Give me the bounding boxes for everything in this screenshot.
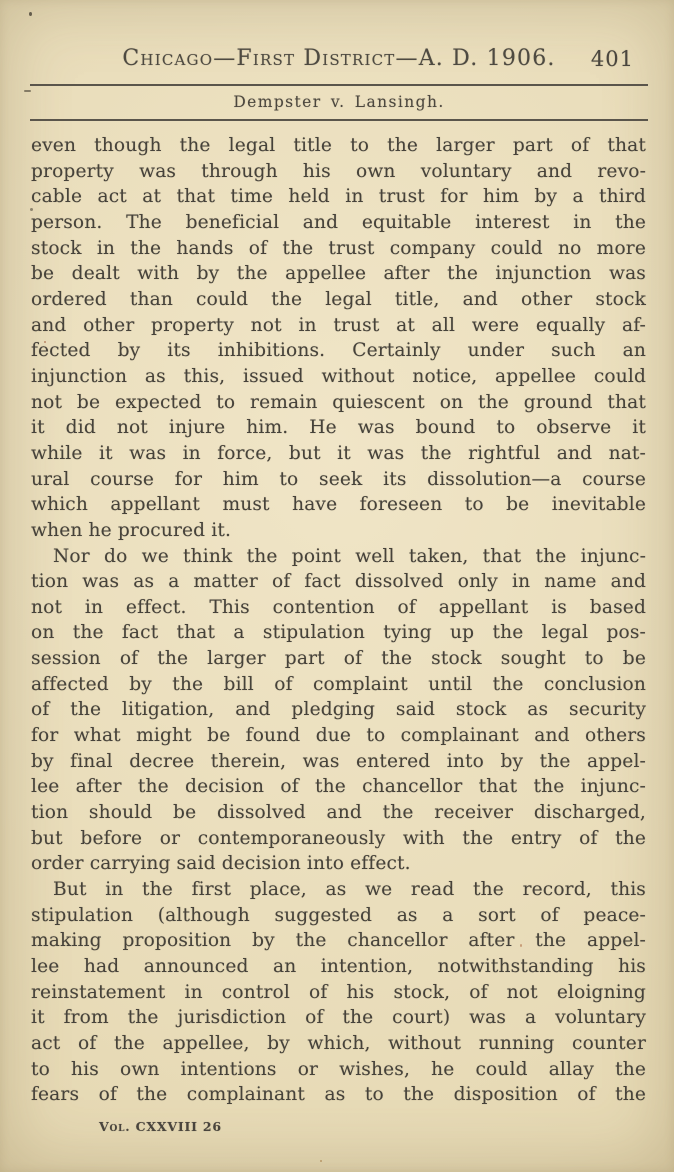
body-text — [31, 133, 646, 1108]
text-line: on the fact that a stipulation tying up the legal pos- — [31, 622, 646, 644]
paper-speck — [320, 1160, 322, 1162]
text-line: ordered than could the legal title, and other stock — [31, 288, 646, 310]
text-line: cable act at that time held in trust for him by a third — [31, 186, 646, 208]
text-line: Nor do we think the point well taken, that the injunc- — [53, 545, 646, 567]
text-line: making proposition by the chancellor after the appel- — [31, 930, 646, 952]
paragraph — [31, 133, 646, 544]
text-line: to his own intentions or wishes, he could allay the — [31, 1058, 646, 1080]
paper-speck — [24, 90, 31, 92]
text-line: fears of the complainant as to the disposition of the — [31, 1084, 646, 1106]
text-line: tion should be dissolved and the receiver discharged, — [31, 802, 646, 824]
text-line: not be expected to remain quiescent on the ground that — [31, 391, 646, 413]
text-line: and other property not in trust at all were equally af- — [31, 314, 646, 336]
text-line: person. The beneficial and equitable interest in the — [31, 211, 646, 233]
text-line: but before or contemporaneously with the entry of the — [31, 827, 646, 849]
text-line: stipulation (although suggested as a sort of peace- — [31, 904, 646, 926]
paragraph — [31, 544, 646, 878]
text-line: when he procured it. — [31, 519, 232, 541]
text-line: injunction as this, issued without notice, appellee could — [31, 365, 646, 387]
header-rule — [30, 84, 648, 86]
text-line: act of the appellee, by which, without running counter — [31, 1032, 646, 1054]
text-line: session of the larger part of the stock sought to be — [31, 648, 646, 670]
text-line: But in the first place, as we read the record, this — [53, 879, 646, 901]
text-line: affected by the bill of complaint until the conclusion — [31, 673, 646, 695]
text-line: stock in the hands of the trust company could no more — [31, 237, 646, 259]
text-line: for what might be found due to complainant and others — [31, 725, 646, 747]
text-line: not in effect. This contention of appellant is based — [31, 596, 646, 618]
paragraph — [31, 877, 646, 1108]
page-header — [30, 46, 648, 74]
text-line: order carrying said decision into effect. — [31, 853, 411, 875]
text-line: reinstatement in control of his stock, of not eloigning — [31, 981, 646, 1003]
text-line: of the litigation, and pledging said stock as security — [31, 699, 646, 721]
text-line: it from the jurisdiction of the court) was a voluntary — [31, 1007, 646, 1029]
text-line: ural course for him to seek its dissolution—a course — [31, 468, 646, 490]
text-line: even though the legal title to the larger part of that — [31, 135, 646, 156]
case-caption: Dempster v. Lansingh. — [233, 93, 445, 111]
text-line: lee after the decision of the chancellor that the injunc- — [31, 776, 646, 798]
text-line: by final decree therein, was entered into by the appel- — [31, 750, 646, 772]
text-line: it did not injure him. He was bound to observe it — [31, 417, 646, 439]
volume-note: Vol. CXXVIII 26 — [99, 1119, 222, 1134]
text-line: tion was as a matter of fact dissolved only in name and — [31, 571, 646, 593]
caption-rule — [30, 119, 648, 121]
running-title: Chicago—First District—A. D. 1906. — [122, 46, 556, 71]
text-line: while it was in force, but it was the rightful and nat- — [31, 442, 646, 464]
text-line: lee had announced an intention, notwithstanding his — [31, 956, 646, 977]
paper-speck — [29, 12, 32, 16]
text-line: which appellant must have foreseen to be inevitable — [31, 494, 646, 516]
text-line: be dealt with by the appellee after the injunction was — [31, 263, 646, 285]
text-line: property was through his own voluntary and revo- — [31, 160, 646, 182]
text-line: fected by its inhibitions. Certainly under such an — [31, 340, 646, 362]
page-number: 401 — [590, 47, 634, 71]
